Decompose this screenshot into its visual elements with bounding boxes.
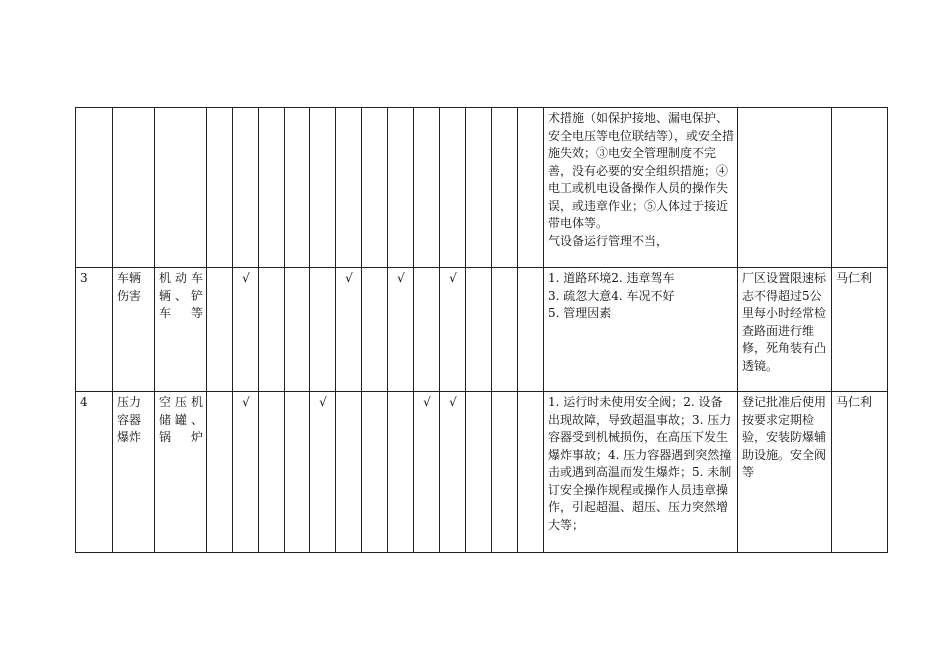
check-cell: [362, 392, 388, 553]
check-cell: [233, 108, 259, 268]
check-cell: [466, 268, 492, 392]
table-row: [76, 108, 888, 268]
check-cell: [207, 268, 233, 392]
check-cell: [285, 392, 310, 553]
check-cell: [207, 392, 233, 553]
table-row: [76, 268, 888, 392]
check-cell: [440, 108, 466, 268]
cause-description: 1. 运行时未使用安全阀；2. 设备出现故障，导致超温事故；3. 压力容器受到机械损伤，在高压下发生爆炸事故；4. 压力容器遇到突然撞击或遇到高温而发生爆炸；5. 未制订安全操作规程或操作人员违章操作，引起超温、超压、压力突然增大等；: [544, 392, 738, 553]
check-cell: [285, 268, 310, 392]
hazard-type: 车辆伤害: [113, 268, 155, 392]
check-cell: [362, 108, 388, 268]
control-measures: 厂区设置限速标志不得超过5公里每小时经常检查路面进行维修，死角装有凸透镜。: [738, 268, 832, 392]
hazard-object: 空压机储罐、锅炉: [155, 392, 207, 553]
check-cell: √: [336, 268, 362, 392]
check-cell: √: [310, 392, 336, 553]
check-cell: [310, 268, 336, 392]
check-cell: √: [414, 392, 440, 553]
table-row: [76, 392, 888, 553]
check-cell: [259, 392, 285, 553]
check-cell: [259, 108, 285, 268]
check-cell: [285, 108, 310, 268]
check-cell: [518, 268, 544, 392]
check-cell: √: [388, 268, 414, 392]
check-cell: [414, 268, 440, 392]
check-cell: √: [233, 268, 259, 392]
hazard-type: [113, 108, 155, 268]
check-cell: [207, 108, 233, 268]
row-number: 3: [76, 268, 113, 392]
check-cell: [388, 392, 414, 553]
check-cell: [259, 268, 285, 392]
hazard-object: [155, 108, 207, 268]
check-cell: [310, 108, 336, 268]
check-cell: √: [440, 268, 466, 392]
control-measures: 登记批准后使用按要求定期检验，安装防爆辅助设施。安全阀等: [738, 392, 832, 553]
responsible-person: 马仁利: [832, 268, 888, 392]
cause-description: 术措施（如保护接地、漏电保护、安全电压等电位联结等），或安全措施失效；③电安全管理制度不完善，没有必要的安全组织措施；④电工或机电设备操作人员的操作失误，或违章作业；⑤人体过于接近带电体等。 气设备运行管理不当，: [544, 108, 738, 268]
control-measures: [738, 108, 832, 268]
risk-assessment-table: [75, 107, 888, 553]
check-cell: [492, 108, 518, 268]
responsible-person: 马仁利: [832, 392, 888, 553]
check-cell: √: [440, 392, 466, 553]
check-cell: [492, 392, 518, 553]
row-number: 4: [76, 392, 113, 553]
hazard-object: 机动车辆、铲车等: [155, 268, 207, 392]
check-cell: [518, 392, 544, 553]
check-cell: [518, 108, 544, 268]
check-cell: [466, 392, 492, 553]
check-cell: [336, 108, 362, 268]
check-cell: [336, 392, 362, 553]
check-cell: [466, 108, 492, 268]
hazard-type: 压力容器爆炸: [113, 392, 155, 553]
row-number: [76, 108, 113, 268]
responsible-person: [832, 108, 888, 268]
check-cell: [414, 108, 440, 268]
check-cell: √: [233, 392, 259, 553]
check-cell: [492, 268, 518, 392]
cause-description: 1. 道路环境2. 违章驾车 3. 疏忽大意4. 车况不好 5. 管理因素: [544, 268, 738, 392]
check-cell: [362, 268, 388, 392]
check-cell: [388, 108, 414, 268]
